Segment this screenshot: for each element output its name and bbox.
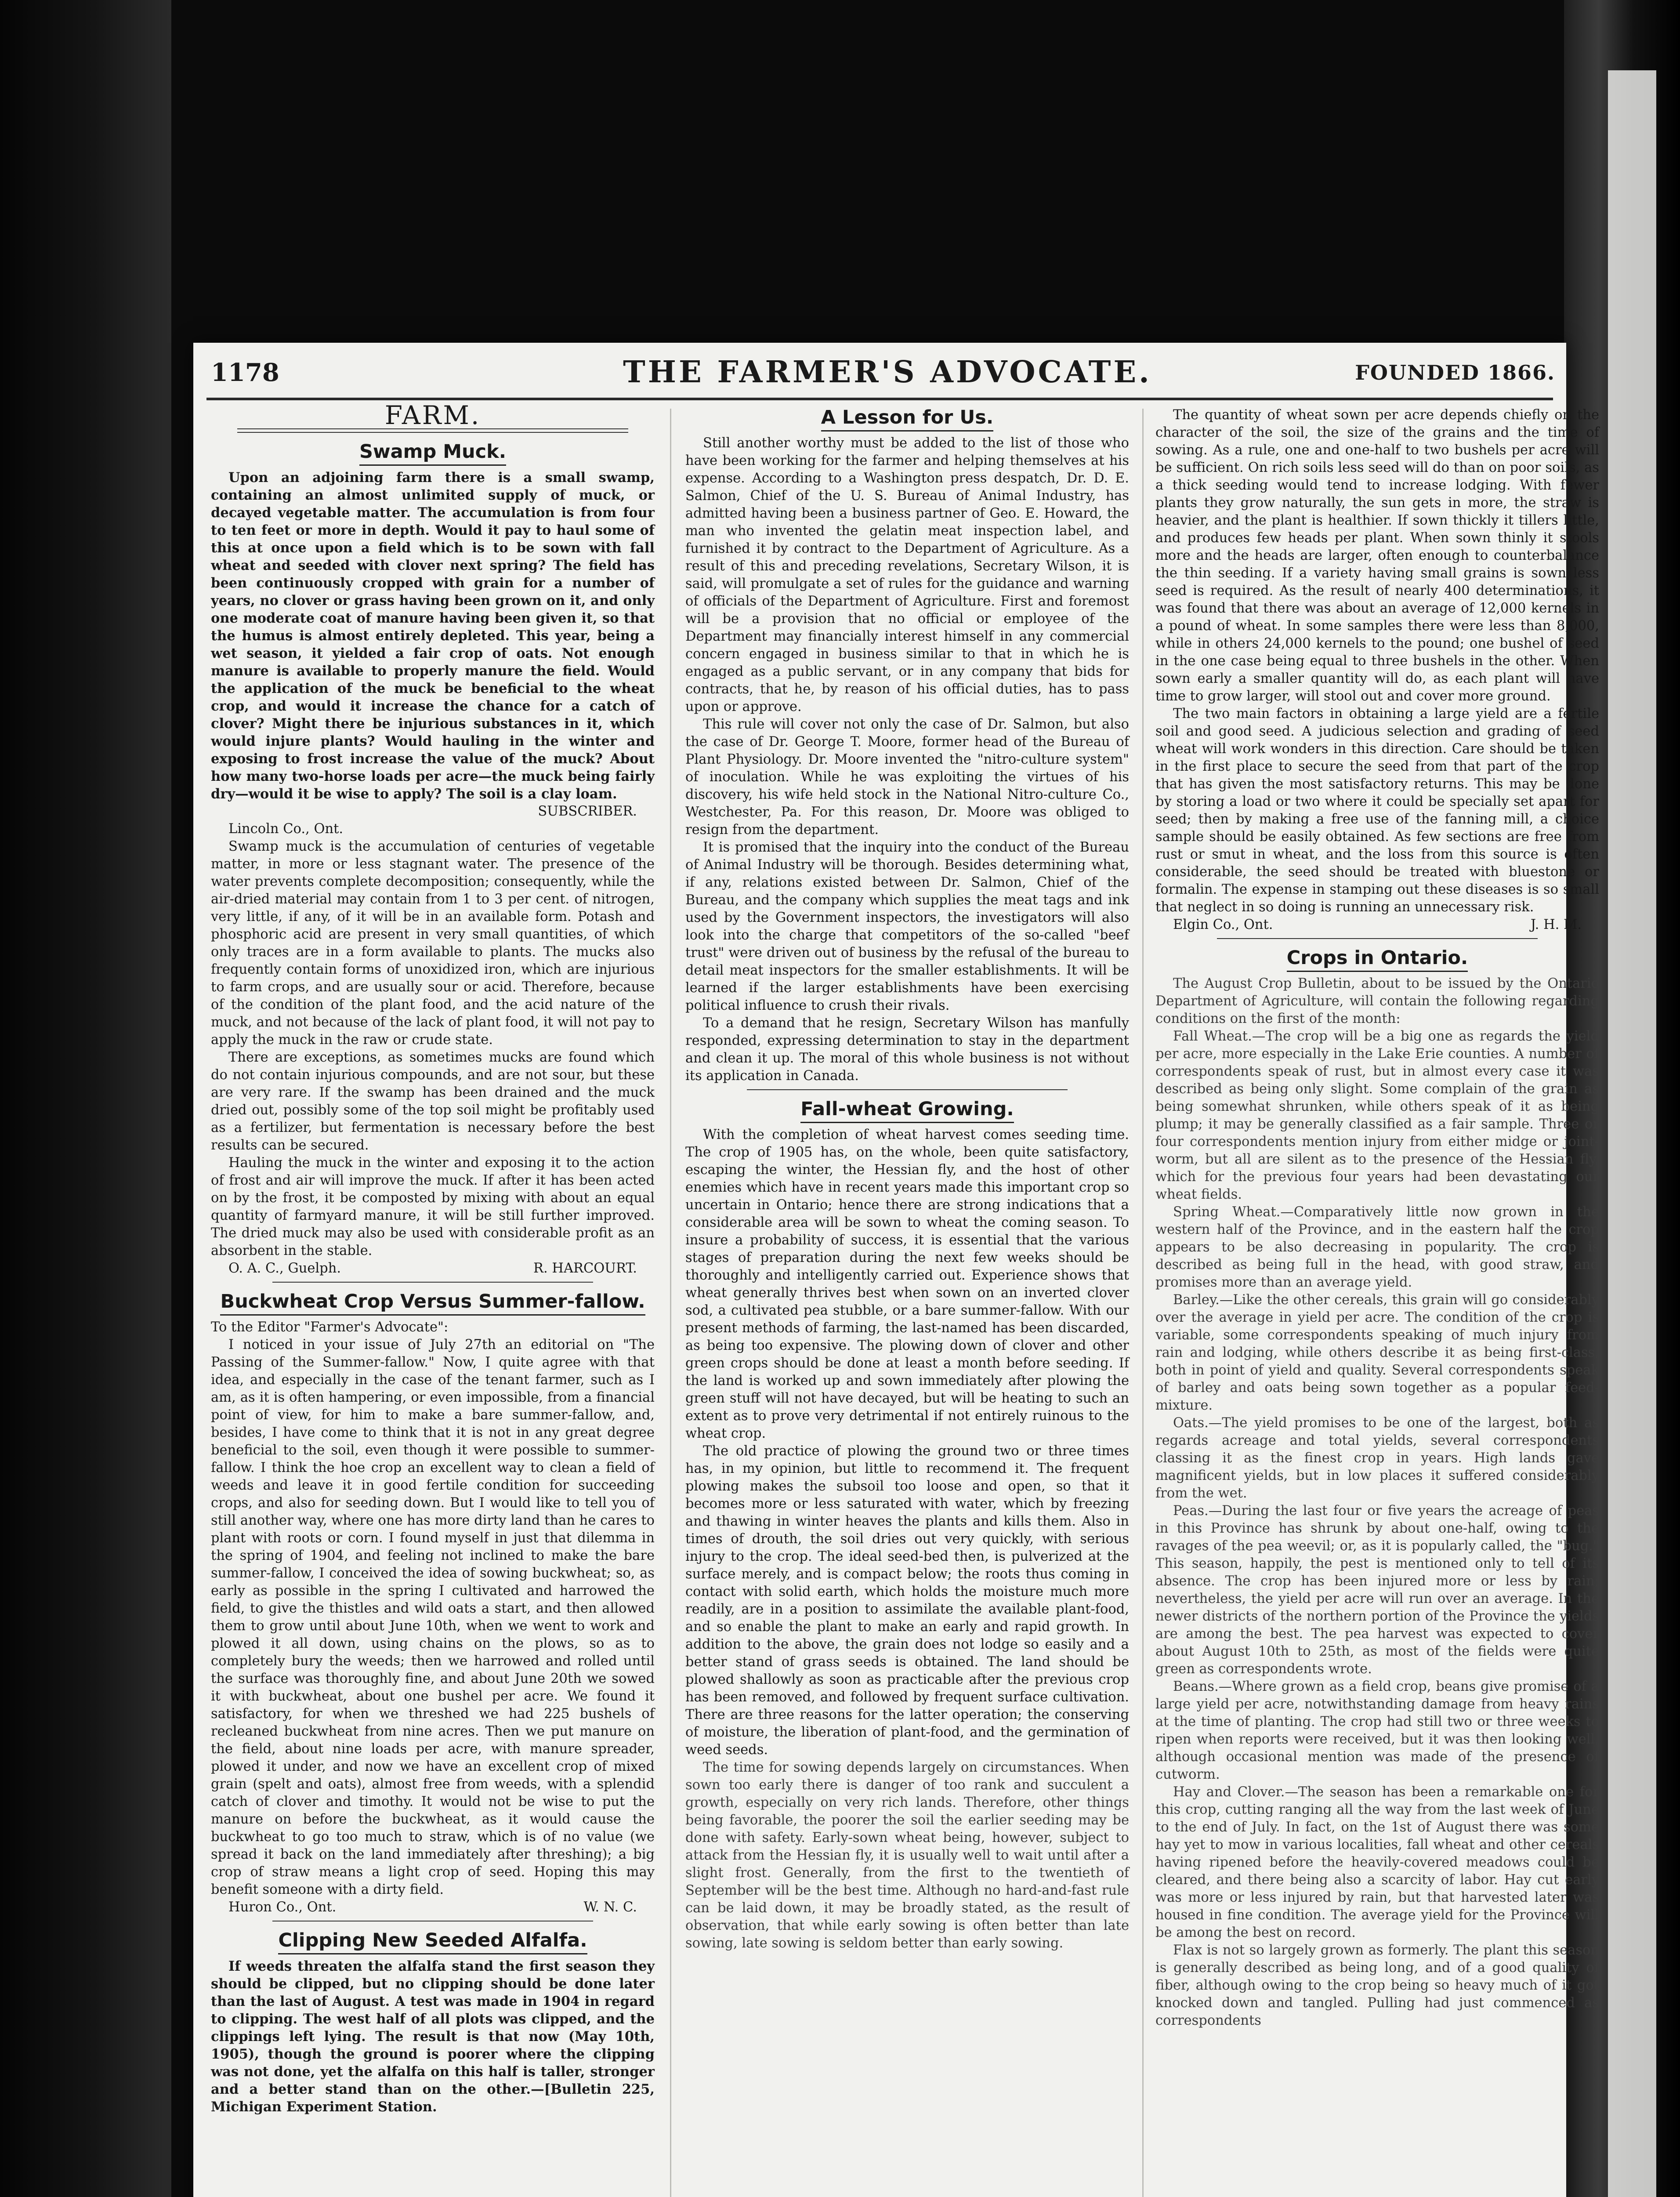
article-divider — [1217, 938, 1538, 939]
column-2 — [685, 406, 1129, 1952]
masthead-title: THE FARMER'S ADVOCATE. — [623, 355, 1152, 390]
fall-wheat-p2: The old practice of plowing the ground two or three times has, in my opinion, but little to recommend it. The frequent plowing makes the subsoil too loose and open, so that it becomes more or less saturated with water, which by freezing and thawing in winter heaves the plants and kills them. Also in times of drouth, the soil dries out very quickly, with serious injury to the crop. The ideal seed-bed then, is pulverized at the surface merely, and is compact below; the roots thus coming in contact with solid earth, which holds the moisture much more readily, are in a position to assimilate the available plant-food, and so enable the plant to make an early and rapid growth. In addition to the above, the grain does not lodge so easily and a better stand of grass seeds is obtained. The land should be plowed shallowly as soon as practicable after the previous crop has been removed, and followed by frequent surface cultivation. There are three reasons for the latter operation; the conserving of moisture, the liberation of plant-food, and the germination of weed seeds. — [685, 1443, 1129, 1758]
article-title-buckwheat: Buckwheat Crop Versus Summer-fallow. — [211, 1291, 655, 1312]
article-title-alfalfa: Clipping New Seeded Alfalfa. — [211, 1929, 655, 1951]
wheat-signoff — [1155, 916, 1599, 934]
crops-oats: Oats.—The yield promises to be one of the largest, both as regards acreage and total yields, several correspondents classing it as the finest crop in years. High lands gave magnificent yields, but in low places it suffered considerably from the wet. — [1155, 1415, 1599, 1501]
buckwheat-body: I noticed in your issue of July 27th an editorial on "The Passing of the Summer-fallow." Now, I quite agree with that idea, and especially in the case of the tenant farmer, such as I am, as it is often hampering, or even impossible, from a financial point of view, for him to make a bare summer-fallow, and, besides, I have come to think that it is not in any great degree beneficial to the soil, even though it were possible to summer-fallow. I think the hoe crop an excellent way to clean a field of weeds and leave it in good fertile condition for succeeding crops, and also for seeding down. But I would like to tell you of still another way, where one has more dirty land than he cares to plant with roots or corn. I found myself in just that dilemma in the spring of 1904, and feeling not inclined to make the bare summer-fallow, I conceived the idea of sowing buckwheat; so, as early as possible in the spring I cultivated and harrowed the field, to give the thistles and wild oats a start, and then allowed them to grow until about June 10th, when we went to work and plowed it all down, using chains on the plows, so as to completely bury the weeds; then we harrowed and rolled until the surface was thoroughly fine, and about June 20th we sowed it with buckwheat, about one bushel per acre. We found it satisfactory, for when we threshed we had 225 bushels of recleaned buckwheat from nine acres. Then we put manure on the field, about nine loads per acre, with manure spreader, plowed it under, and now we have an excellent crop of mixed grain (spelt and oats), almost free from weeds, with a splendid catch of clover and timothy. It would not be wise to put the manure on before the buckwheat, as it would cause the buckwheat to go too much to straw, which is of no value (we spread it back on the land immediately after threshing); a big crop of straw means a light crop of seed. Hoping this may benefit someone with a dirty field. — [211, 1337, 655, 1897]
column-1 — [211, 400, 655, 2116]
swamp-muck-letter-place: Lincoln Co., Ont. — [228, 821, 344, 837]
lesson-p1: Still another worthy must be added to the list of those who have been working for the farmer and helping themselves at his expense. According to a Washington press despatch, Dr. D. E. Salmon, Chief of the U. S. Bureau of Animal Industry, has admitted having been a business partner of Geo. E. Howard, the man who invented the gelatin meat inspection label, and furnished it by contract to the Department of Agriculture. As a result of this and preceding revelations, Secretary Wilson, it is said, will promulgate a set of rules for the guidance and warning of officials of the Department of Agriculture. First and foremost will be a provision that no official or employee of the Department may financially interest himself in any commercial concern engaged in business similar to that in which he is engaged as a public servant, or in any company that bids for contracts, that he, by reason of his official duties, has to pass upon or approve. — [685, 435, 1129, 714]
swamp-muck-answer-p1: Swamp muck is the accumulation of centuries of vegetable matter, in more or less stagnant water. The presence of the water prevents complete decomposition; consequently, while the air-dried material may contain from 1 to 3 per cent. of nitrogen, very little, if any, of it will be in an available form. Potash and phosphoric acid are present in very small quantities, of which only traces are in a form available to plants. The mucks also frequently contain forms of unoxidized iron, which are injurious to farm crops, and are usually sour or acid. Therefore, because of the condition of the plant food, and the acid nature of the muck, and not because of the lack of plant food, it will not pay to apply the muck in the raw or crude state. — [211, 839, 655, 1048]
buckwheat-signoff — [211, 1899, 655, 1916]
wheat-signature: J. H. M. — [1530, 917, 1582, 932]
swamp-muck-answer-p2: There are exceptions, as sometimes mucks are found which do not contain injurious compounds, and are not sour, but these are very rare. If the swamp has been drained and the muck dried out, possibly some of the top soil might be profitably used as a fertilizer, but fermentation is necessary before the best results can be secured. — [211, 1050, 655, 1153]
crops-beans: Beans.—Where grown as a field crop, beans give promise of a large yield per acre, notwithstanding damage from heavy rains at the time of planting. The crop had still two or three weeks to ripen when reports were received, but it was then looking well, although occasional mention was made of the presence of cutworm. — [1155, 1679, 1599, 1782]
swamp-muck-answer-signoff — [211, 1260, 655, 1277]
article-title-swamp-muck: Swamp Muck. — [211, 441, 655, 463]
column-3 — [1155, 406, 1599, 2030]
lesson-p2: This rule will cover not only the case of Dr. Salmon, but also the case of Dr. George T. Moore, former head of the Bureau of Plant Physiology. Dr. Moore invented the "nitro-culture system" of inoculation. While he was exploiting the virtues of his discovery, his wife held stock in the National Nitro-culture Co., Westchester, Pa. For this reason, Dr. Moore was obliged to resign from the department. — [685, 717, 1129, 837]
page-number: 1178 — [211, 358, 279, 387]
crops-spring-wheat: Spring Wheat.—Comparatively little now grown in the western half of the Province, and in the eastern half the crop appears to be also decreasing in popularity. The crop is described as being full in the head, with good straw, and promises more than an average yield. — [1155, 1204, 1599, 1290]
swamp-muck-letter: Upon an adjoining farm there is a small swamp, containing an almost unlimited supply of muck, or decayed vegetable matter. The accumulation is from four to ten feet or more in depth. Would it pay to haul some of this at once upon a field which is to be sown with fall wheat and seeded with clover next spring? The field has been continuously cropped with grain for a number of years, no clover or grass having been grown on it, and only one moderate coat of manure having been given it, so that the humus is almost entirely depleted. This year, being a wet season, it yielded a fair crop of oats. Not enough manure is available to properly manure the field. Would the application of the muck be beneficial to the wheat crop, and would it increase the chance for a catch of clover? Might there be injurious substances in it, which would injure plants? Would hauling in the winter and exposing to frost increase the value of the muck? About how many two-horse loads per acre—the muck being fairly dry—would it be wise to apply? The soil is a clay loam. — [211, 470, 655, 802]
adjacent-page-strip — [1608, 70, 1656, 2197]
wheat-cont-p2: The two main factors in obtaining a large yield are a fertile soil and good seed. A judicious selection and grading of seed wheat will work wonders in this direction. Care should be taken in the first place to secure the seed from that part of the crop that has given the most satisfactory returns. This may be done by storing a load or two where it could be specially set apart for seed; then by making a free use of the fanning mill, a choice sample should be easily obtained. As few sections are free from rust or smut in wheat, and the loss from this source is often considerable, the seed should be treated with bluestone or formalin. The expense in stamping out these diseases is so small that neglect in so doing is running an unnecessary risk. — [1155, 706, 1599, 915]
crops-flax: Flax is not so largely grown as formerly. The plant this season is generally described as being long, and of a good quality of fiber, although owing to the crop being so heavy much of it got knocked down and tangled. Pulling had just commenced as correspondents — [1155, 1943, 1599, 2028]
crops-hay: Hay and Clover.—The season has been a remarkable one for this crop, cutting ranging all the way from the last week of June to the end of July. In fact, on the 1st of August there was some hay yet to mow in various localities, fall wheat and other cereals having ripened before the heavily-covered meadows could be cleared, and there being also a scarcity of labor. Hay cut early was more or less injured by rain, but that harvested later was housed in fine condition. The average yield for the Province will be among the best on record. — [1155, 1784, 1599, 1940]
crops-peas: Peas.—During the last four or five years the acreage of peas in this Province has shrunk by about one-half, owing to the ravages of the pea weevil; or, as it is popularly called, the "bug." This season, happily, the pest is mentioned only to tell of its absence. The crop has been injured more or less by rain; nevertheless, the yield per acre will run over an average. In the newer districts of the northern portion of the Province the yields are among the best. The pea harvest was expected to cover about August 10th to 25th, as most of the fields were quite green as correspondents wrote. — [1155, 1503, 1599, 1677]
page-header — [211, 355, 1555, 398]
wheat-place: Elgin Co., Ont. — [1173, 917, 1273, 932]
swamp-muck-answer-place: O. A. C., Guelph. — [228, 1261, 341, 1276]
fall-wheat-p3: The time for sowing depends largely on circumstances. When sown too early there is danger of too rank and succulent a growth, especially on very rich lands. Therefore, other things being favorable, the poorer the soil the earlier seeding may be done with safety. Early-sown wheat being, however, subject to attack from the Hessian fly, it is usually well to wait until after a slight frost. Generally, from the first to the twentieth of September will be the best time. Although no hard-and-fast rule can be laid down, it may be broadly stated, as the result of observation, that while early sowing is often better than late sowing, late sowing is seldom better than early sowing. — [685, 1760, 1129, 1951]
buckwheat-place: Huron Co., Ont. — [228, 1900, 337, 1915]
lesson-p4: To a demand that he resign, Secretary Wilson has manfully responded, expressing determination to stay in the department and clean it up. The moral of this whole business is not without its application in Canada. — [685, 1015, 1129, 1084]
crops-fall-wheat: Fall Wheat.—The crop will be a big one as regards the yield per acre, more especially in the Lake Erie counties. A number of correspondents speak of rust, but in almost every case it was described as being only slight. Some complain of the grain as being somewhat shrunken, while others speak of it as being plump; it may be generally classified as a fair sample. Three or four correspondents mention injury from either midge or joint-worm, but all are silent as to the presence of the Hessian fly, which for the previous four years had been devastating our wheat fields. — [1155, 1029, 1599, 1202]
article-title-crops-ontario: Crops in Ontario. — [1155, 947, 1599, 969]
fall-wheat-p1: With the completion of wheat harvest comes seeding time. The crop of 1905 has, on the whole, been quite satisfactory, escaping the winter, the Hessian fly, and the host of other enemies which have in recent years made this important crop so uncertain in Ontario; hence there are strong indications that a considerable area will be sown to wheat the coming season. To insure a probability of success, it is essential that the various stages of preparation during the next few weeks should be thoroughly and intelligently carried out. Experience shows that wheat generally thrives best when sown on an inverted clover sod, a cultivated pea stubble, or a bare summer-fallow. With our present methods of farming, the last-named has been discarded, as being too expensive. The plowing down of clover and other green crops should be done at least a month before seeding. If the land is worked up and sown immediately after plowing the green stuff will not have decayed, but will be heating to such an extent as to prove very detrimental if not entirely ruinous to the wheat crop. — [685, 1127, 1129, 1441]
scan-border-left — [0, 0, 171, 2197]
article-title-lesson: A Lesson for Us. — [685, 406, 1129, 428]
column-divider — [1142, 409, 1144, 2197]
crops-intro: The August Crop Bulletin, about to be issued by the Ontario Department of Agriculture, will contain the following regarding conditions on the first of the month: — [1155, 976, 1599, 1026]
article-title-fall-wheat: Fall-wheat Growing. — [685, 1098, 1129, 1120]
buckwheat-signature: W. N. C. — [583, 1900, 637, 1915]
wheat-cont-p1: The quantity of wheat sown per acre depends chiefly on the character of the soil, the size of the grains and the time of sowing. As a rule, one and one-half to two bushels per acre will be sufficient. On rich soils less seed will do than on poor soils, as a thick seeding would tend to increase lodging. With fewer plants they grow naturally, the sun gets in more, the straw is heavier, and the plant is healthier. If sown thickly it tillers little, and produces few heads per plant. When sown thinly it stools more and the heads are larger, often enough to counterbalance the thin seeding. If a variety having small grains is sown less seed is required. As the result of nearly 400 determinations, it was found that there was about an average of 12,000 kernels in a pound of wheat. In some samples there were less than 8,000, while in others 24,000 kernels to the pound; one bushel of seed in the one case being equal to three bushels in the other. When sown early a smaller quantity will do, as each plant will have time to grow larger, will stool out and cover more ground. — [1155, 407, 1599, 704]
alfalfa-body: If weeds threaten the alfalfa stand the first season they should be clipped, but no clipping should be done later than the last of August. A test was made in 1904 in regard to clipping. The west half of all plots was clipped, and the clippings left lying. The result is that now (May 10th, 1905), though the ground is poorer where the clipping was not done, yet the alfalfa on this half is taller, stronger and a better stand than on the other.—[Bulletin 225, Michigan Experiment Station. — [211, 1958, 655, 2115]
lesson-p3: It is promised that the inquiry into the conduct of the Bureau of Animal Industry will be thorough. Besides determining what, if any, relations existed between Dr. Salmon, Chief of the Bureau, and the company which supplies the meat tags and ink used by the Government inspectors, the investigators will also look into the charge that competitors of the so-called "beef trust" were driven out of business by the refusal of the bureau to detail meat inspectors for the smaller establishments. It will be learned if the larger establishments have been exercising political influence to crush their rivals. — [685, 840, 1129, 1013]
section-heading-farm: FARM. — [384, 400, 481, 430]
swamp-muck-answer-signature: R. HARCOURT. — [533, 1261, 637, 1276]
article-divider — [747, 1089, 1068, 1090]
swamp-muck-letter-signature: SUBSCRIBER. — [538, 804, 637, 819]
buckwheat-salutation: To the Editor "Farmer's Advocate": — [211, 1320, 449, 1335]
article-divider — [272, 1282, 593, 1283]
founded-line: FOUNDED 1866. — [1355, 361, 1555, 384]
crops-barley: Barley.—Like the other cereals, this grain will go considerably over the average in yield per acre. The condition of the crop is variable, some correspondents speaking of much injury from rain and lodging, while others describe it as being first-class, both in point of yield and quality. Several correspondents speak of barley and oats being sown together as a popular feed-mixture. — [1155, 1292, 1599, 1413]
swamp-muck-answer-p3: Hauling the muck in the winter and exposing it to the action of frost and air will improve the muck. If after it has been acted on by the frost, it be composted by mixing with about an equal quantity of farmyard manure, it will be still further improved. The dried muck may also be used with considerable profit as an absorbent in the stable. — [211, 1155, 655, 1258]
column-divider — [670, 409, 671, 2197]
